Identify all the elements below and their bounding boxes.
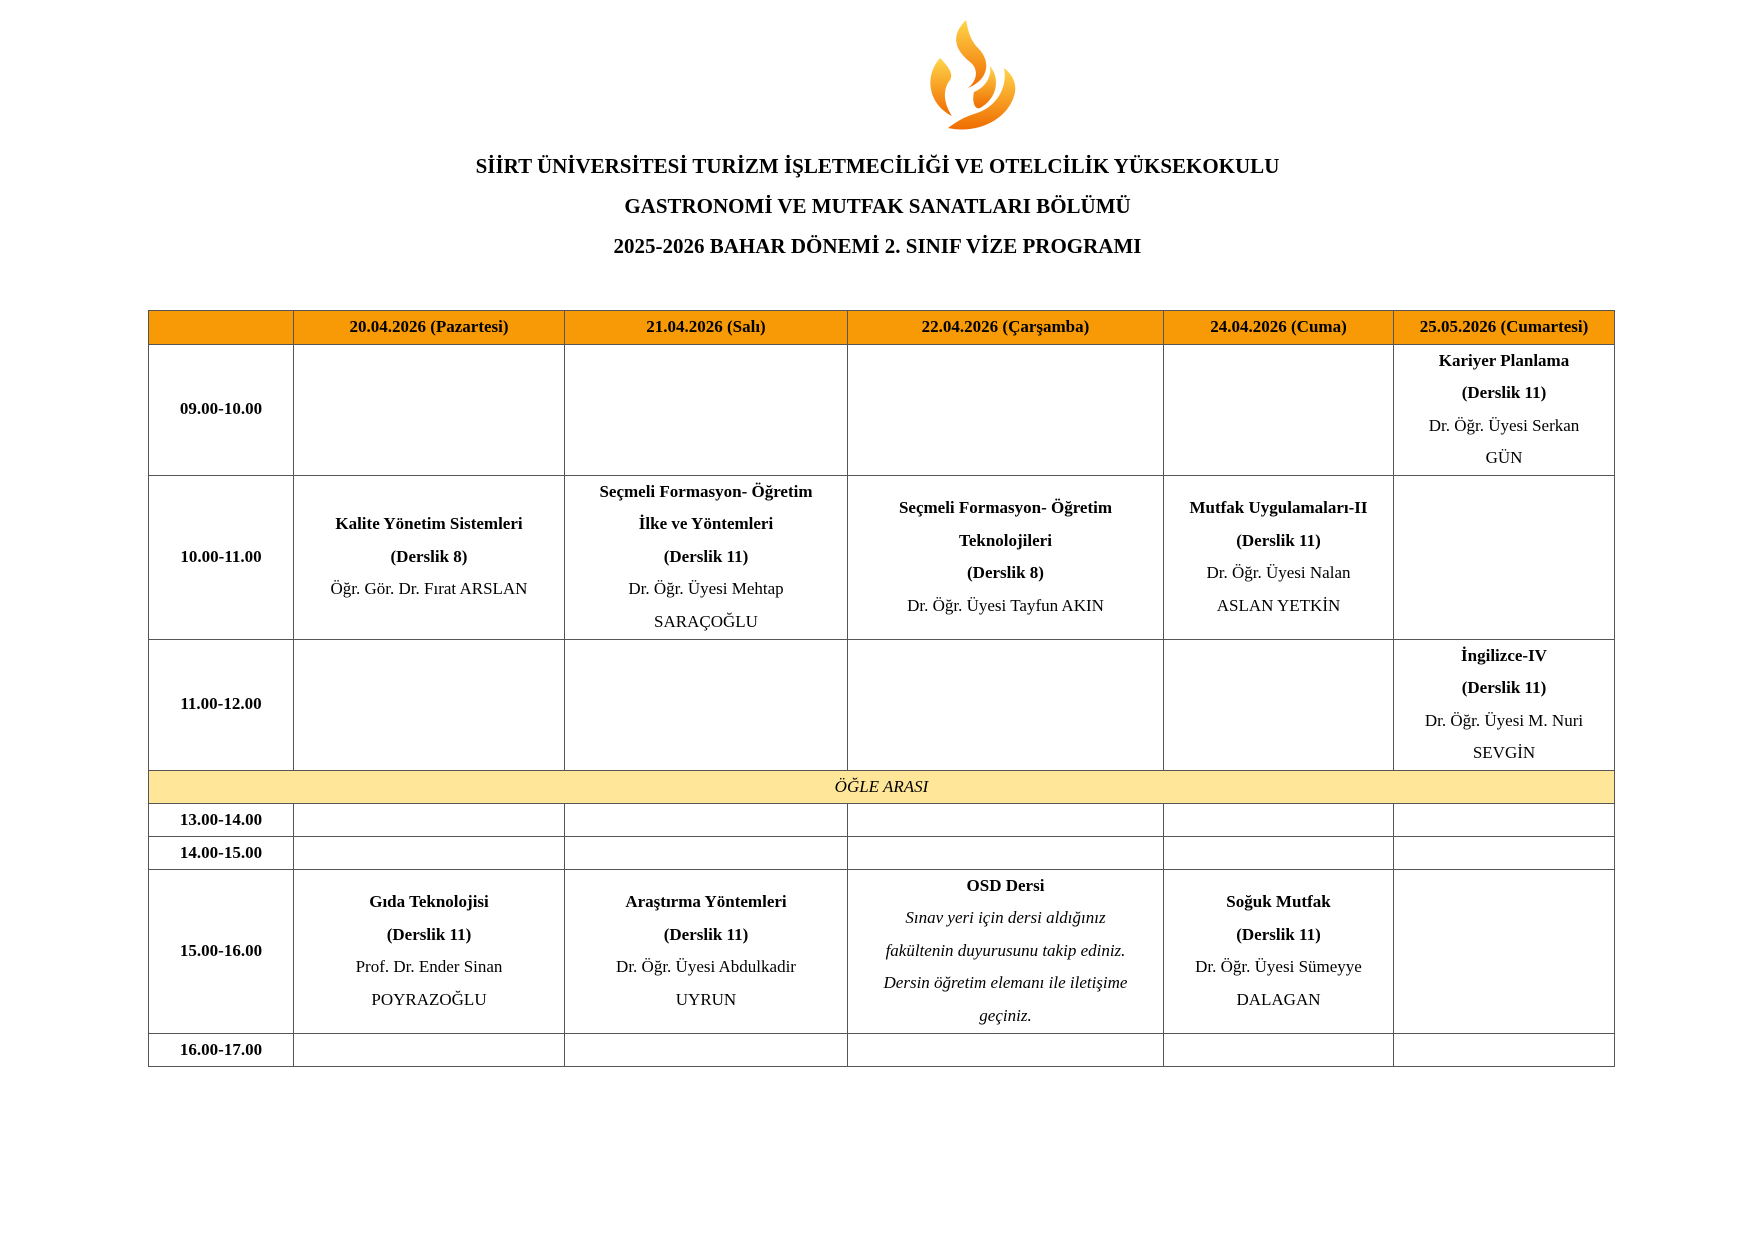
empty-cell	[1394, 869, 1615, 1033]
corner-cell	[149, 311, 294, 345]
empty-cell	[565, 639, 848, 770]
instructor: ASLAN YETKİN	[1216, 595, 1341, 615]
header-row	[149, 311, 1615, 345]
instructor: Dr. Öğr. Üyesi Sümeyye	[1195, 957, 1362, 976]
room: (Derslik 11)	[1461, 383, 1547, 402]
instructor: Dr. Öğr. Üyesi Serkan	[1428, 415, 1580, 435]
exam-cell	[848, 869, 1164, 1033]
exam-note: Sınav yeri için dersi aldığınız	[905, 908, 1106, 928]
exam-cell	[1164, 869, 1394, 1033]
time-slot: 11.00-12.00	[149, 639, 294, 770]
instructor: Dr. Öğr. Üyesi Tayfun AKIN	[907, 595, 1104, 615]
room: (Derslik 11)	[386, 924, 472, 944]
room: (Derslik 11)	[663, 924, 749, 944]
room: (Derslik 8)	[967, 563, 1044, 582]
instructor: Dr. Öğr. Üyesi Nalan	[1206, 563, 1351, 582]
exam-cell	[565, 475, 848, 639]
empty-cell	[1394, 836, 1615, 869]
empty-cell	[848, 1033, 1164, 1066]
course-name: Araştırma Yöntemleri	[625, 892, 787, 911]
instructor: SEVGİN	[1472, 743, 1536, 762]
empty-cell	[848, 639, 1164, 770]
empty-cell	[294, 344, 565, 475]
lunch-break-row	[149, 770, 1615, 803]
course-name: Teknolojileri	[959, 530, 1052, 550]
empty-cell	[294, 1033, 565, 1066]
time-slot: 10.00-11.00	[149, 475, 294, 639]
table-row	[149, 475, 1615, 639]
day-header: 25.05.2026 (Cumartesi)	[1394, 311, 1615, 345]
empty-cell	[1164, 344, 1394, 475]
empty-cell	[565, 344, 848, 475]
exam-note: fakültenin duyurusunu takip ediniz.	[885, 940, 1126, 960]
empty-cell	[565, 1033, 848, 1066]
table-row	[149, 836, 1615, 869]
time-slot: 15.00-16.00	[149, 869, 294, 1033]
empty-cell	[848, 344, 1164, 475]
instructor: GÜN	[1485, 448, 1523, 467]
title-department: GASTRONOMİ VE MUTFAK SANATLARI BÖLÜMÜ	[624, 194, 1131, 218]
exam-schedule-table	[148, 310, 1615, 1067]
exam-cell	[848, 475, 1164, 639]
day-header: 20.04.2026 (Pazartesi)	[294, 311, 565, 345]
course-name: İlke ve Yöntemleri	[638, 514, 774, 534]
time-slot: 16.00-17.00	[149, 1033, 294, 1066]
title-university: SİİRT ÜNİVERSİTESİ TURİZM İŞLETMECİLİĞİ VE OTELCİLİK YÜKSEKOKULU	[475, 154, 1280, 178]
flame-logo	[918, 18, 1028, 136]
empty-cell	[1164, 639, 1394, 770]
course-name: Seçmeli Formasyon- Öğretim	[898, 498, 1113, 517]
exam-cell	[565, 869, 848, 1033]
day-header: 21.04.2026 (Salı)	[565, 311, 848, 345]
exam-cell	[294, 869, 565, 1033]
empty-cell	[565, 803, 848, 836]
empty-cell	[294, 836, 565, 869]
empty-cell	[565, 836, 848, 869]
table-row	[149, 1033, 1615, 1066]
room: (Derslik 11)	[663, 546, 749, 566]
title-program: 2025-2026 BAHAR DÖNEMİ 2. SINIF VİZE PROGRAMI	[613, 234, 1142, 258]
time-slot: 14.00-15.00	[149, 836, 294, 869]
room: (Derslik 11)	[1236, 530, 1321, 550]
empty-cell	[1164, 836, 1394, 869]
day-header: 22.04.2026 (Çarşamba)	[848, 311, 1164, 345]
instructor: Dr. Öğr. Üyesi M. Nuri	[1424, 710, 1584, 730]
day-header: 24.04.2026 (Cuma)	[1164, 311, 1394, 345]
instructor: UYRUN	[675, 989, 737, 1009]
lunch-break-label: ÖĞLE ARASI	[149, 770, 1615, 803]
table-row	[149, 344, 1615, 475]
empty-cell	[1164, 1033, 1394, 1066]
course-name: İngilizce-IV	[1461, 645, 1547, 665]
course-name: Kalite Yönetim Sistemleri	[335, 514, 523, 534]
empty-cell	[848, 803, 1164, 836]
empty-cell	[1394, 1033, 1615, 1066]
room: (Derslik 11)	[1236, 924, 1321, 944]
course-name: Mutfak Uygulamaları-II	[1189, 498, 1368, 517]
empty-cell	[294, 803, 565, 836]
course-name: Soğuk Mutfak	[1226, 892, 1331, 911]
exam-note: geçiniz.	[979, 1005, 1032, 1025]
instructor: Dr. Öğr. Üyesi Mehtap	[628, 579, 784, 599]
instructor: Dr. Öğr. Üyesi Abdulkadir	[616, 957, 796, 976]
course-name: Gıda Teknolojisi	[369, 892, 489, 911]
exam-cell	[1164, 475, 1394, 639]
course-name: Seçmeli Formasyon- Öğretim	[599, 481, 813, 501]
course-name: Kariyer Planlama	[1438, 350, 1570, 370]
exam-cell	[1394, 344, 1615, 475]
time-slot: 13.00-14.00	[149, 803, 294, 836]
table-row	[149, 803, 1615, 836]
table-row	[149, 869, 1615, 1033]
course-name: OSD Dersi	[966, 875, 1045, 895]
empty-cell	[294, 639, 565, 770]
empty-cell	[848, 836, 1164, 869]
instructor: Prof. Dr. Ender Sinan	[355, 957, 503, 976]
time-slot: 09.00-10.00	[149, 344, 294, 475]
table-row	[149, 639, 1615, 770]
exam-cell	[1394, 639, 1615, 770]
empty-cell	[1394, 803, 1615, 836]
empty-cell	[1164, 803, 1394, 836]
document-title	[0, 146, 1755, 266]
instructor: SARAÇOĞLU	[654, 611, 758, 631]
empty-cell	[1394, 475, 1615, 639]
instructor: DALAGAN	[1236, 989, 1321, 1009]
exam-cell	[294, 475, 565, 639]
instructor: Öğr. Gör. Dr. Fırat ARSLAN	[330, 579, 528, 599]
room: (Derslik 11)	[1461, 678, 1547, 697]
room: (Derslik 8)	[390, 546, 468, 566]
exam-note: Dersin öğretim elemanı ile iletişime	[883, 973, 1128, 993]
instructor: POYRAZOĞLU	[371, 989, 487, 1009]
